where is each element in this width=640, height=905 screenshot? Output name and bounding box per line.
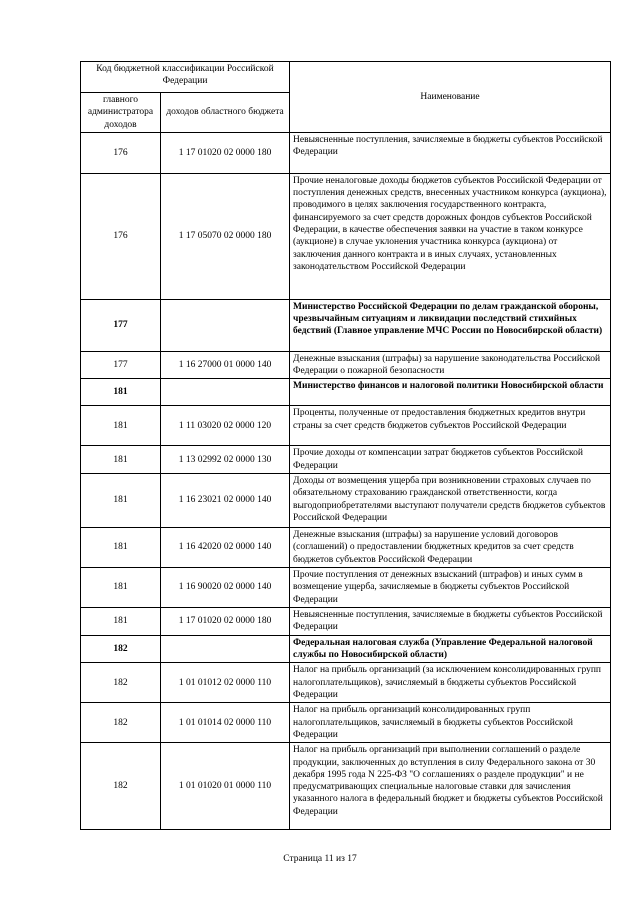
cell-admin-code: 181	[81, 568, 161, 608]
cell-name: Налог на прибыль организаций при выполнении соглашений о разделе продукции, заключенных до вступления в силу Федерального закона от 30 декабря 1995 года N 225-ФЗ "О соглашениях о разделе продукции" и не предусматривающих специальные налоговые ставки для зачисления указанного налога в федеральный бюджет и бюджеты субъектов Российской Федерации	[290, 743, 611, 830]
cell-income-code: 1 01 01020 01 0000 110	[161, 743, 290, 830]
cell-income-code: 1 01 01012 02 0000 110	[161, 663, 290, 703]
cell-income-code: 1 11 03020 02 0000 120	[161, 406, 290, 446]
table-row	[81, 446, 611, 474]
page-number: Страница 11 из 17	[283, 854, 357, 864]
table-row	[81, 743, 611, 830]
cell-admin-code: 181	[81, 406, 161, 446]
header-income: доходов областного бюджета	[161, 93, 290, 133]
cell-name: Министерство Российской Федерации по делам гражданской обороны, чрезвычайным ситуациям и ликвидации последствий стихийных бедствий (Главное управление МЧС России по Новосибирской области)	[290, 299, 611, 351]
table-row	[81, 406, 611, 446]
cell-income-code: 1 16 90020 02 0000 140	[161, 568, 290, 608]
table-row	[81, 474, 611, 528]
cell-income-code	[161, 379, 290, 406]
header-row-top	[81, 62, 611, 93]
cell-admin-code: 182	[81, 743, 161, 830]
cell-admin-code: 181	[81, 379, 161, 406]
table-row	[81, 528, 611, 568]
cell-name: Денежные взыскания (штрафы) за нарушение законодательства Российской Федерации о пожарной безопасности	[290, 351, 611, 379]
table-row	[81, 663, 611, 703]
cell-admin-code: 176	[81, 173, 161, 299]
cell-name: Денежные взыскания (штрафы) за нарушение условий договоров (соглашений) о предоставлении бюджетных кредитов за счет средств бюджетов субъектов Российской Федерации	[290, 528, 611, 568]
cell-admin-code: 181	[81, 528, 161, 568]
cell-name: Министерство финансов и налоговой политики Новосибирской области	[290, 379, 611, 406]
cell-income-code: 1 16 42020 02 0000 140	[161, 528, 290, 568]
table-row	[81, 703, 611, 743]
cell-admin-code: 177	[81, 351, 161, 379]
budget-classification-table	[80, 61, 611, 830]
cell-income-code: 1 17 05070 02 0000 180	[161, 173, 290, 299]
cell-income-code	[161, 299, 290, 351]
cell-income-code: 1 16 27000 01 0000 140	[161, 351, 290, 379]
cell-name: Налог на прибыль организаций консолидированных групп налогоплательщиков, зачисляемый в бюджеты субъектов Российской Федерации	[290, 703, 611, 743]
cell-income-code: 1 17 01020 02 0000 180	[161, 132, 290, 173]
table-header	[81, 62, 611, 133]
table-row-section	[81, 635, 611, 663]
header-name: Наименование	[290, 62, 611, 133]
cell-income-code	[161, 635, 290, 663]
cell-admin-code: 182	[81, 635, 161, 663]
table-row	[81, 132, 611, 173]
cell-income-code: 1 16 23021 02 0000 140	[161, 474, 290, 528]
table-row-section	[81, 379, 611, 406]
cell-income-code: 1 13 02992 02 0000 130	[161, 446, 290, 474]
cell-admin-code: 181	[81, 446, 161, 474]
cell-income-code: 1 17 01020 02 0000 180	[161, 608, 290, 636]
table-row	[81, 608, 611, 636]
cell-admin-code: 181	[81, 608, 161, 636]
table-row	[81, 351, 611, 379]
cell-name: Невыясненные поступления, зачисляемые в бюджеты субъектов Российской Федерации	[290, 132, 611, 173]
header-code-group: Код бюджетной классификации Российской Федерации	[81, 62, 290, 93]
cell-name: Прочие поступления от денежных взысканий (штрафов) и иных сумм в возмещение ущерба, зачисляемые в бюджеты субъектов Российской Федерации	[290, 568, 611, 608]
table-body	[81, 132, 611, 829]
cell-admin-code: 177	[81, 299, 161, 351]
table-row-section	[81, 299, 611, 351]
cell-name: Невыясненные поступления, зачисляемые в бюджеты субъектов Российской Федерации	[290, 608, 611, 636]
table-row	[81, 173, 611, 299]
header-admin: главного администратора доходов	[81, 93, 161, 133]
cell-name: Проценты, полученные от предоставления бюджетных кредитов внутри страны за счет средств бюджетов субъектов Российской Федерации	[290, 406, 611, 446]
cell-name: Доходы от возмещения ущерба при возникновении страховых случаев по обязательному страхованию гражданской ответственности, когда выгодоприобретателями выступают получатели средств бюджетов субъектов Российской Федерации	[290, 474, 611, 528]
cell-admin-code: 182	[81, 663, 161, 703]
cell-admin-code: 182	[81, 703, 161, 743]
cell-name: Прочие доходы от компенсации затрат бюджетов субъектов Российской Федерации	[290, 446, 611, 474]
cell-name: Прочие неналоговые доходы бюджетов субъектов Российской Федерации от поступления денежных средств, внесенных участником конкурса (аукциона), проводимого в целях заключения государственного контракта, финансируемого за счет средств дорожных фондов субъектов Российской Федерации, в качестве обеспечения заявки на участие в таком конкурсе (аукционе) в случае уклонения участника конкурса (аукциона) от заключения данного контракта и в иных случаях, установленных законодательством Российской Федерации	[290, 173, 611, 299]
cell-income-code: 1 01 01014 02 0000 110	[161, 703, 290, 743]
cell-admin-code: 176	[81, 132, 161, 173]
cell-admin-code: 181	[81, 474, 161, 528]
cell-name: Налог на прибыль организаций (за исключением консолидированных групп налогоплательщиков), зачисляемый в бюджеты субъектов Российской Федерации	[290, 663, 611, 703]
table-row	[81, 568, 611, 608]
cell-name: Федеральная налоговая служба (Управление Федеральной налоговой службы по Новосибирской области)	[290, 635, 611, 663]
